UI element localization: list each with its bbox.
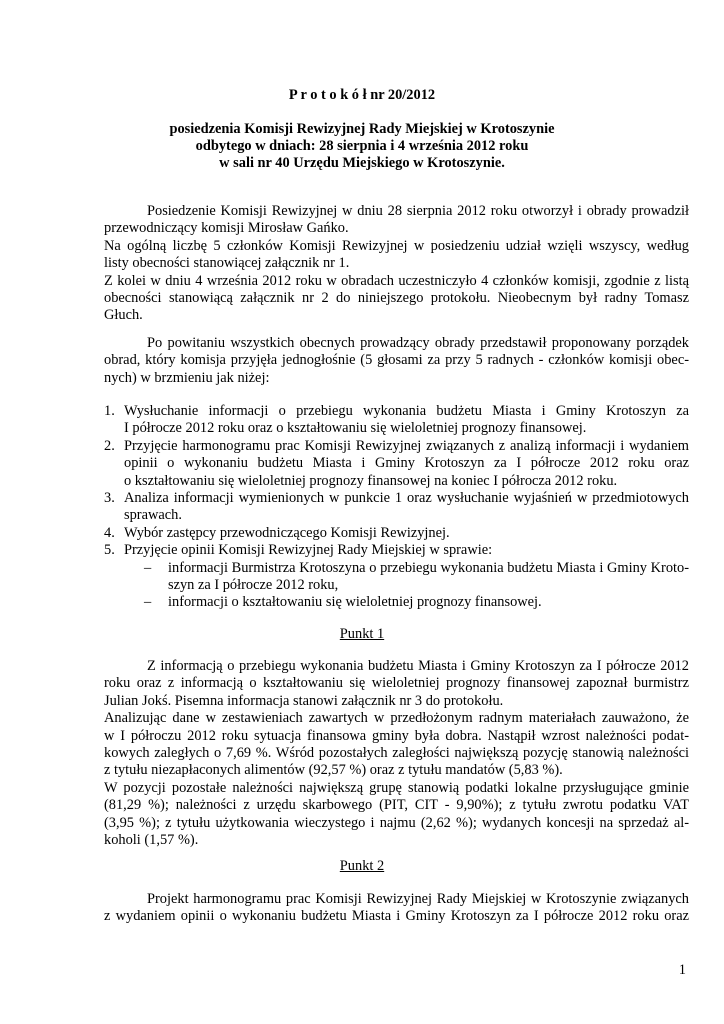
list-item-number: 2. xyxy=(104,437,115,454)
punkt-1-line: W pozycji pozostałe należności największą grupę stanowią podatki lokalne przysługujące gminie xyxy=(104,779,689,796)
sub-list-line: informacji o kształtowaniu się wieloletniej prognozy finansowej. xyxy=(168,594,542,611)
list-item-line: opinii o wykonaniu budżetu Miasta i Gminy Krotoszyn za I półrocze 2012 roku oraz xyxy=(124,455,689,472)
subtitle-line-1: posiedzenia Komisji Rewizyjnej Rady Miejskiej w Krotoszynie xyxy=(169,121,555,137)
section-heading-punkt-1: Punkt 1 xyxy=(339,626,385,642)
section-heading-punkt-2: Punkt 2 xyxy=(339,858,385,874)
punkt-2-line: Projekt harmonogramu prac Komisji Rewizyjnej Rady Miejskiej w Krotoszynie związanych xyxy=(147,891,689,907)
list-item-line: I półrocze 2012 roku oraz o kształtowaniu się wieloletniej prognozy finansowej. xyxy=(124,420,587,437)
list-item-line: Wybór zastępcy przewodniczącego Komisji Rewizyjnej. xyxy=(124,524,450,541)
intro-line: listy obecności stanowiącej załącznik nr 1. xyxy=(104,255,350,272)
dash-bullet: – xyxy=(144,594,152,611)
sub-list-line: informacji Burmistrza Krotoszyna o przebiegu wykonania budżetu Miasta i Gminy Kroto- xyxy=(168,559,689,576)
intro-line: obecności stanowiącą załącznik nr 2 do niniejszego protokołu. Nieobecnym był radny Tomasz xyxy=(104,290,689,307)
sub-list-item xyxy=(124,594,689,611)
list-item xyxy=(104,490,689,525)
punkt-1-paragraph xyxy=(104,658,689,849)
list-item-number: 3. xyxy=(104,490,115,507)
punkt-1-line: koholi (1,57 %). xyxy=(104,832,199,849)
sub-list-item xyxy=(124,560,689,595)
punkt-1-line: (3,95 %); z tytułu użytkowania wieczystego i najmu (2,62 %); wydanych koncesji na sprzedaż al- xyxy=(104,814,689,831)
punkt-1-line: Z informacją o przebiegu wykonania budżetu Miasta i Gminy Krotoszyn za I półrocze 2012 xyxy=(147,658,689,674)
agenda-list xyxy=(104,403,689,612)
punkt-1-line: roku oraz z informacją o kształtowaniu się wieloletniej prognozy finansowej zapoznał burmistrz xyxy=(104,675,689,692)
sub-list-line: szyn za I półrocze 2012 roku, xyxy=(168,577,339,594)
subtitle-line-2: odbytego w dniach: 28 sierpnia i 4 września 2012 roku xyxy=(195,138,529,154)
agenda-intro-line: Po powitaniu wszystkich obecnych prowadzący obrady przedstawił proponowany porządek xyxy=(147,335,689,351)
list-item xyxy=(104,542,689,612)
list-item-line: Wysłuchanie informacji o przebiegu wykonania budżetu Miasta i Gminy Krotoszyn za xyxy=(124,403,689,419)
subtitle-line-3: w sali nr 40 Urzędu Miejskiego w Krotoszynie. xyxy=(219,155,505,171)
list-item xyxy=(104,525,689,542)
list-item-line: Przyjęcie opinii Komisji Rewizyjnej Rady Miejskiej w sprawie: xyxy=(124,542,493,559)
list-item xyxy=(104,438,689,490)
page-title: P r o t o k ó ł nr 20/2012 xyxy=(288,87,436,103)
intro-line: Posiedzenie Komisji Rewizyjnej w dniu 28 sierpnia 2012 roku otworzył i obrady prowadził xyxy=(147,203,689,219)
agenda-intro-paragraph xyxy=(104,335,689,387)
punkt-1-line: kowych zaległych o 7,69 %. Wśród pozostałych zaległości największą pozycję stanowią należności xyxy=(104,745,689,762)
agenda-intro-line: obrad, który komisja przyjęła jednogłośnie (5 głosami za przy 5 radnych - członków komisji obec- xyxy=(104,352,689,369)
intro-line: Na ogólną liczbę 5 członków Komisji Rewizyjnej w posiedzeniu udział wzięli wszyscy, według xyxy=(104,237,689,254)
list-item-line: Przyjęcie harmonogramu prac Komisji Rewizyjnej związanych z analizą informacji i wydaniem xyxy=(124,437,689,454)
punkt-1-line: w I półroczu 2012 roku sytuacja finansowa gminy była dobra. Nastąpił wzrost należności podat- xyxy=(104,727,689,744)
intro-line: Z kolei w dniu 4 września 2012 roku w obradach uczestniczyło 4 członków komisji, zgodnie z listą xyxy=(104,272,689,289)
punkt-1-line: Analizując dane w zestawieniach zawartych w przedłożonym radnym materiałach zauważono, że xyxy=(104,710,689,727)
punkt-1-line: (81,29 %); należności z urzędu skarbowego (PIT, CIT - 9,90%); z tytułu zwrotu podatku VAT xyxy=(104,797,689,814)
list-item-line: sprawach. xyxy=(124,507,182,524)
list-item-line: Analiza informacji wymienionych w punkcie 1 oraz wysłuchanie wyjaśnień w przedmiotowych xyxy=(124,490,689,507)
punkt-2-line: z wydaniem opinii o wykonaniu budżetu Miasta i Gminy Krotoszyn za I półrocze 2012 roku oraz xyxy=(104,908,689,925)
punkt-1-line: Julian Jokś. Pisemna informacja stanowi załącznik nr 3 do protokołu. xyxy=(104,692,504,709)
list-item-line: o kształtowaniu się wieloletniej prognozy finansowej na koniec I półrocza 2012 roku. xyxy=(124,472,618,489)
agenda-intro-line: nych) w brzmieniu jak niżej: xyxy=(104,369,270,386)
list-item-number: 5. xyxy=(104,542,115,559)
list-item xyxy=(104,403,689,438)
list-item-number: 1. xyxy=(104,403,115,419)
list-item-number: 4. xyxy=(104,524,115,541)
intro-paragraph xyxy=(104,203,689,325)
intro-line: Głuch. xyxy=(104,307,143,324)
intro-line: przewodniczący komisji Mirosław Gańko. xyxy=(104,220,349,237)
punkt-1-line: z tytułu niezapłaconych alimentów (92,57 %) oraz z tytułu mandatów (5,83 %). xyxy=(104,762,563,779)
page-number: 1 xyxy=(678,962,686,978)
punkt-2-paragraph xyxy=(104,891,689,926)
dash-bullet: – xyxy=(144,559,152,576)
